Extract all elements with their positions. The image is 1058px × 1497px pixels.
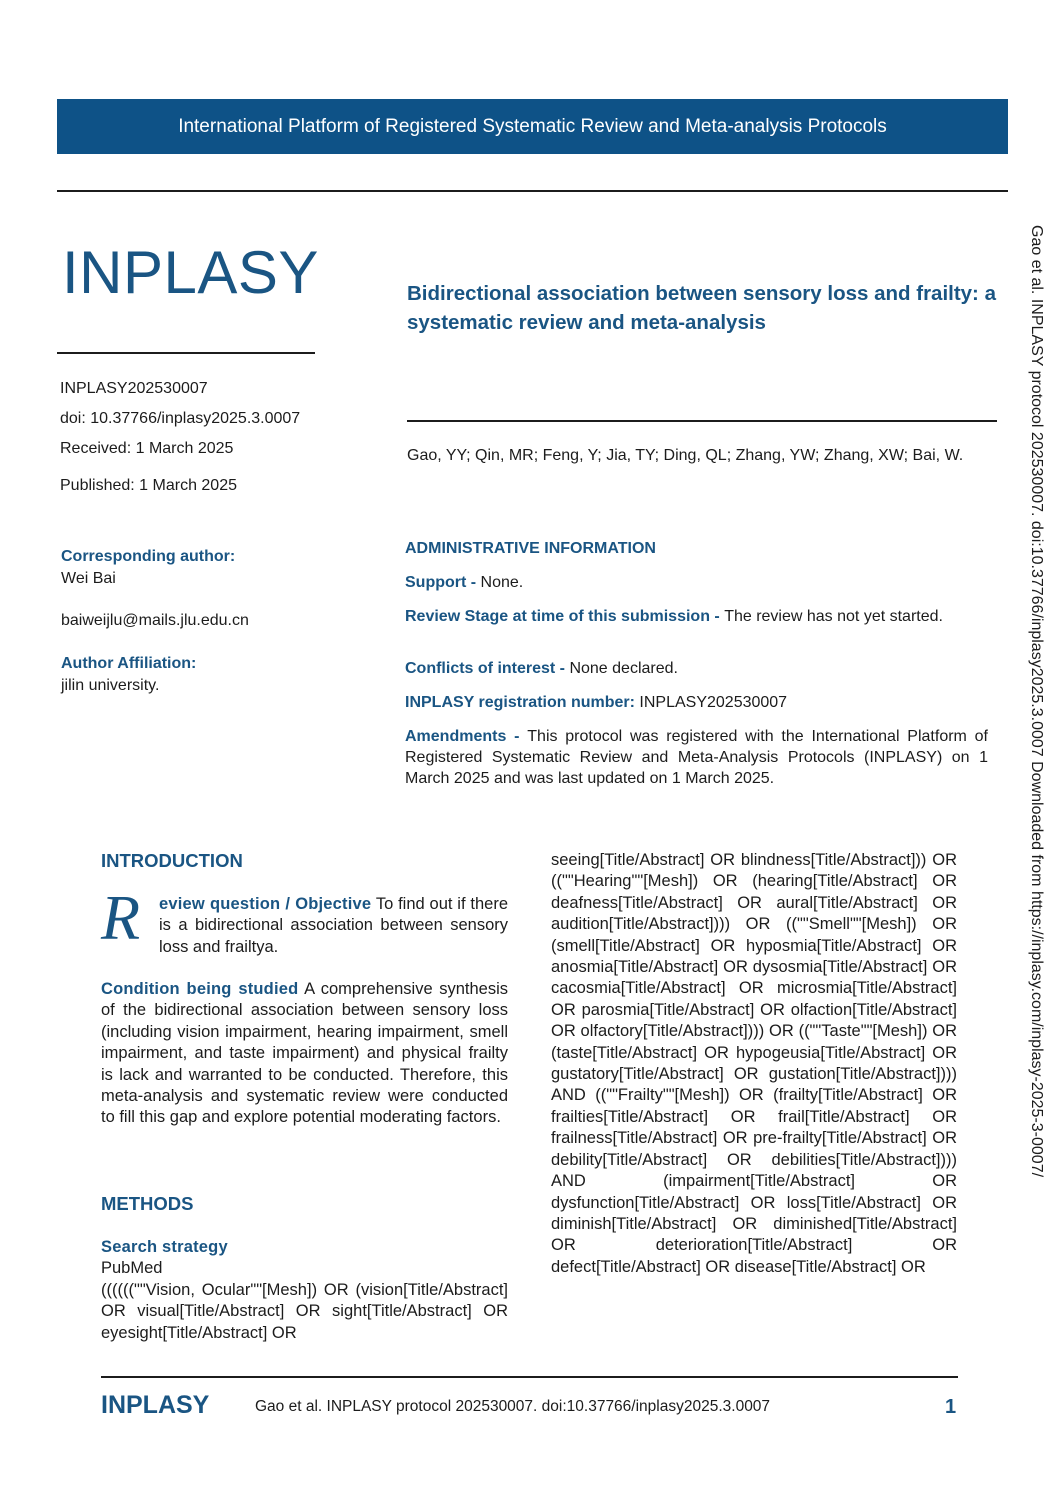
registration-label: INPLASY registration number: <box>405 694 640 711</box>
admin-heading <box>405 538 988 559</box>
conflicts-label: Conflicts of interest - <box>405 660 570 677</box>
amendments-value: This protocol was registered with the International Platform of Registered Systematic Review and Meta-Analysis Protocols (INPLASY) on 1 March 2025 and was last updated on 1 March 2025. <box>405 728 988 787</box>
drop-cap: R <box>101 882 141 953</box>
author-affiliation: jilin university. <box>61 677 160 694</box>
review-question-text: To find out if there is a bidirectional association between sensory loss and frailtya. <box>159 895 508 956</box>
introduction-heading: INTRODUCTION <box>101 850 243 871</box>
footer-citation: Gao et al. INPLASY protocol 202530007. doi:10.37766/inplasy2025.3.0007 <box>255 1398 771 1415</box>
protocol-id: INPLASY202530007 <box>60 380 208 397</box>
published-date: Published: 1 March 2025 <box>60 477 237 494</box>
title-rule <box>407 420 997 422</box>
review-stage-value: The review has not yet started. <box>724 608 943 625</box>
header-banner: International Platform of Registered Systematic Review and Meta-analysis Protocols <box>57 99 1008 154</box>
search-query-right: seeing[Title/Abstract] OR blindness[Title/Abstract])) OR ((""Hearing""[Mesh]) OR (hearing[Title/Abstract] OR deafness[Title/Abstract] OR aural[Title/Abstract] OR audition[Title/Abstract]))) OR ((""Smell""[Mesh]) OR (smell[Title/Abstract] OR hyposmia[Title/Abstract] OR anosmia[Title/Abstract] OR dysosmia[Title/Abstract] OR cacosmia[Title/Abstract] OR microsmia[Title/Abstract] OR parosmia[Title/Abstract] OR olfaction[Title/Abstract] OR olfactory[Title/Abstract]))) OR ((""Taste""[Mesh]) OR (taste[Title/Abstract] OR hypogeusia[Title/Abstract] OR gustatory[Title/Abstract] OR gustation[Title/Abstract]))) AND ((""Frailty""[Mesh]) OR (frailty[Title/Abstract] OR frailties[Title/Abstract] OR frail[Title/Abstract] OR frailness[Title/Abstract] OR pre-frailty[Title/Abstract] OR debility[Title/Abstract] OR debilities[Title/Abstract]))) AND (impairment[Title/Abstract] OR dysfunction[Title/Abstract] OR loss[Title/Abstract] OR diminish[Title/Abstract] OR diminished[Title/Abstract] OR deterioration[Title/Abstract] OR defect[Title/Abstract] OR disease[Title/Abstract] OR <box>551 851 957 1276</box>
author-affiliation-label: Author Affiliation: <box>61 655 197 672</box>
search-strategy <box>101 1237 508 1344</box>
page-number: 1 <box>945 1396 957 1418</box>
admin-support <box>405 572 988 593</box>
review-question <box>159 894 508 958</box>
search-query-left: ((((((""Vision, Ocular""[Mesh]) OR (vision[Title/Abstract] OR visual[Title/Abstract] OR sight[Title/Abstract] OR eyesight[Title/Abstract] OR <box>101 1280 508 1342</box>
admin-heading-text: ADMINISTRATIVE INFORMATION <box>405 540 656 557</box>
header-rule <box>57 190 1008 192</box>
footer-logo: INPLASY <box>101 1391 210 1419</box>
received-date: Received: 1 March 2025 <box>60 440 234 457</box>
database-name: PubMed <box>101 1259 163 1278</box>
condition-label: Condition being studied <box>101 980 299 998</box>
footer-rule <box>101 1376 958 1378</box>
author-list: Gao, YY; Qin, MR; Feng, Y; Jia, TY; Ding, QL; Zhang, YW; Zhang, XW; Bai, W. <box>407 447 964 464</box>
search-strategy-heading: Search strategy <box>101 1238 228 1256</box>
admin-review-stage <box>405 606 988 627</box>
admin-registration <box>405 692 988 713</box>
admin-amendments <box>405 726 988 789</box>
paper-title: Bidirectional association between sensory loss and frailty: a systematic review and meta-analysis <box>407 282 996 334</box>
author-email[interactable]: baiweijlu@mails.jlu.edu.cn <box>61 612 249 629</box>
support-label: Support - <box>405 574 481 591</box>
condition-studied <box>101 979 508 1129</box>
conflicts-value: None declared. <box>569 660 678 677</box>
logo-underline <box>57 352 315 354</box>
corresponding-author-name: Wei Bai <box>61 570 116 587</box>
admin-conflicts <box>405 658 988 679</box>
condition-text: A comprehensive synthesis of the bidirectional association between sensory loss (including vision impairment, hearing impairment, smell impairment, and taste impairment) and physical frailty is lack and warranted to be conducted. Therefore, this meta-analysis and systematic review were conducted to fill this gap and explore potential moderating factors. <box>101 980 508 1127</box>
vertical-citation: Gao et al. INPLASY protocol 202530007. doi:10.37766/inplasy2025.3.0007 Downloaded from https://inplasy.com/inplasy-2025-3-0007/ <box>1028 225 1045 1178</box>
doi: doi: 10.37766/inplasy2025.3.0007 <box>60 410 301 427</box>
methods-heading: METHODS <box>101 1193 194 1214</box>
review-stage-label: Review Stage at time of this submission - <box>405 608 725 625</box>
amendments-label: Amendments - <box>405 728 528 745</box>
support-value: None. <box>480 574 524 591</box>
inplasy-logo: INPLASY <box>62 239 319 306</box>
review-question-label: eview question / Objective <box>159 895 372 913</box>
corresponding-author-label: Corresponding author: <box>61 548 236 565</box>
registration-value: INPLASY202530007 <box>639 694 788 711</box>
